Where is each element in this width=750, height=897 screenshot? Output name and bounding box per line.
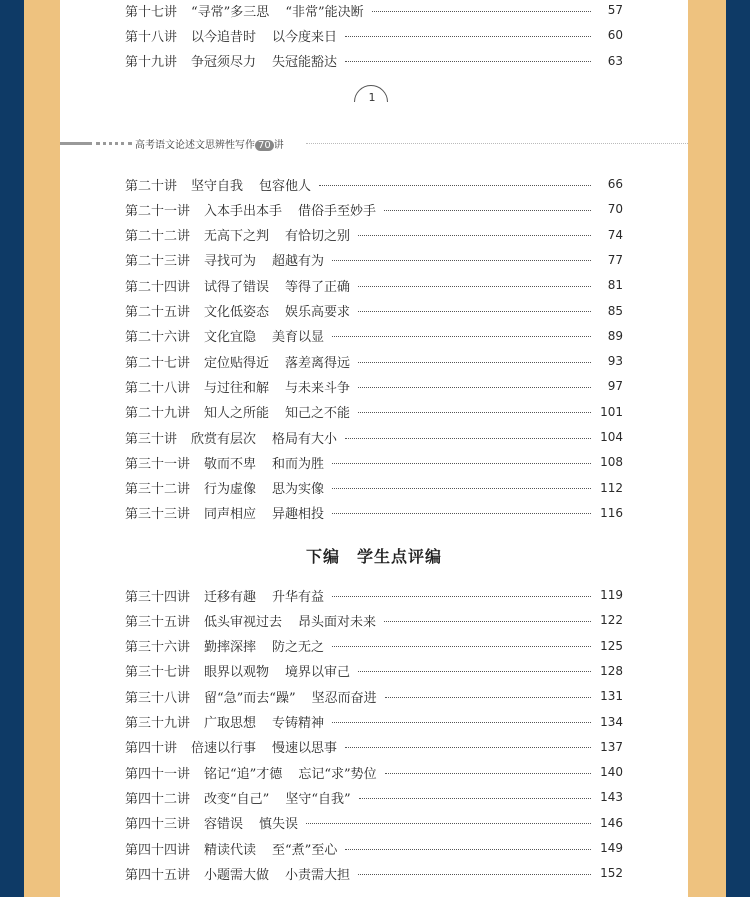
header-bar bbox=[60, 142, 92, 145]
page-ref: 93 bbox=[607, 354, 623, 369]
toc-entry bbox=[125, 376, 623, 396]
entry-title-part1: 文化低姿态 bbox=[204, 305, 270, 320]
running-header bbox=[60, 136, 688, 152]
leader-dots bbox=[358, 671, 591, 672]
page-number-mark bbox=[354, 85, 390, 107]
header-title-suffix: 讲 bbox=[273, 140, 284, 151]
leader-dots bbox=[345, 438, 591, 439]
leader-dots bbox=[332, 596, 591, 597]
leader-dots bbox=[332, 260, 591, 261]
page-ref: 140 bbox=[600, 765, 623, 780]
page-ref: 143 bbox=[600, 790, 623, 805]
entry-title-part2: 慎失误 bbox=[259, 817, 299, 833]
toc-entry bbox=[125, 402, 623, 422]
entry-title-part1: 小题需大做 bbox=[204, 867, 270, 883]
entry-title-part2: 超越有为 bbox=[272, 254, 325, 270]
lecture-number: 第四十四讲 bbox=[125, 842, 191, 858]
lecture-number: 第四十一讲 bbox=[125, 766, 191, 782]
page-ref: 60 bbox=[607, 28, 623, 43]
entry-title-part2: 至“煮”至心 bbox=[272, 842, 338, 858]
entry-title-part2: 包容他人 bbox=[259, 178, 312, 194]
entry-title-part2: 异趣相投 bbox=[272, 507, 325, 523]
entry-title-part1: 精读代读 bbox=[204, 842, 257, 858]
toc-entry bbox=[125, 478, 623, 498]
lecture-number: 第四十讲 bbox=[125, 741, 178, 757]
entry-title-part1: 文化宜隐 bbox=[204, 330, 257, 346]
entry-title-part1: 定位贴得近 bbox=[204, 355, 270, 371]
entry-title-part1: 倍速以行事 bbox=[191, 741, 257, 757]
lecture-number: 第三十三讲 bbox=[125, 507, 191, 523]
entry-title-part1: 寻找可为 bbox=[204, 254, 257, 270]
book-page bbox=[60, 0, 688, 897]
page-ref: 63 bbox=[607, 53, 623, 68]
page-number: 1 bbox=[368, 91, 376, 104]
leader-dots bbox=[372, 11, 591, 12]
entry-title-part2: 娱乐高要求 bbox=[285, 305, 351, 320]
lecture-number: 第四十二讲 bbox=[125, 791, 191, 807]
entry-title-part1: “寻常”多三思 bbox=[191, 4, 270, 20]
entry-title-part1: 欣赏有层次 bbox=[191, 431, 257, 447]
entry-title-part2: 借俗手至妙手 bbox=[298, 203, 377, 219]
leader-dots bbox=[345, 747, 591, 748]
page-ref: 104 bbox=[600, 430, 623, 444]
leader-dots bbox=[345, 849, 591, 850]
lecture-number: 第三十二讲 bbox=[125, 482, 191, 498]
lecture-number: 第三十讲 bbox=[125, 431, 178, 447]
header-leader-dots bbox=[96, 142, 132, 145]
page-ref: 97 bbox=[607, 379, 623, 394]
leader-dots bbox=[358, 874, 591, 875]
lecture-number: 第三十五讲 bbox=[125, 614, 191, 630]
entry-title-part2: 有恰切之别 bbox=[285, 229, 351, 245]
entry-title-part1: 知人之所能 bbox=[204, 406, 270, 422]
entry-title-part1: 与过往和解 bbox=[204, 380, 270, 396]
lecture-number: 第三十七讲 bbox=[125, 665, 191, 681]
page-ref: 125 bbox=[600, 638, 623, 653]
toc-entry bbox=[125, 326, 623, 346]
entry-title-part2: 格局有大小 bbox=[272, 431, 338, 447]
entry-title-part1: 铭记“追”才德 bbox=[204, 766, 283, 782]
entry-title-part2: 以今度来日 bbox=[272, 29, 338, 45]
toc-entry bbox=[125, 787, 623, 807]
entry-title-part2: 忘记“求”势位 bbox=[298, 766, 377, 782]
entry-title-part1: 眼界以观物 bbox=[204, 665, 270, 681]
toc-entry bbox=[125, 863, 623, 883]
toc-entry bbox=[125, 174, 623, 194]
entry-title-part2: 等得了正确 bbox=[285, 279, 351, 295]
entry-title-part2: “非常”能决断 bbox=[285, 4, 364, 20]
toc-entry bbox=[125, 351, 623, 371]
lecture-number: 第四十五讲 bbox=[125, 867, 191, 883]
entry-title-part1: 改变“自己” bbox=[204, 791, 270, 807]
toc-entry bbox=[125, 737, 623, 757]
leader-dots bbox=[358, 387, 591, 388]
page-ref: 134 bbox=[600, 714, 623, 729]
entry-title-part2: 落差离得远 bbox=[285, 355, 351, 371]
page-ref: 101 bbox=[600, 404, 623, 419]
entry-title-part2: 坚忍而奋进 bbox=[311, 690, 377, 706]
toc-entry bbox=[125, 199, 623, 219]
entry-title-part2: 小责需大担 bbox=[285, 867, 351, 883]
leader-dots bbox=[384, 621, 591, 622]
entry-title-part2: 升华有益 bbox=[272, 589, 325, 605]
entry-title-part1: 同声相应 bbox=[204, 507, 257, 523]
entry-title-part2: 失冠能豁达 bbox=[272, 55, 338, 71]
lecture-number: 第二十一讲 bbox=[125, 203, 191, 219]
leader-dots bbox=[332, 513, 591, 514]
page-ref: 122 bbox=[600, 613, 623, 628]
toc-entry bbox=[125, 661, 623, 681]
toc-entry bbox=[125, 838, 623, 858]
page-ref: 152 bbox=[600, 866, 623, 881]
toc-entry bbox=[125, 427, 623, 447]
page-ref: 89 bbox=[607, 328, 623, 343]
right-border-band bbox=[688, 0, 726, 897]
page-ref: 81 bbox=[607, 278, 623, 293]
lecture-number: 第二十六讲 bbox=[125, 330, 191, 346]
entry-title-part2: 境界以审己 bbox=[285, 665, 351, 681]
entry-title-part2: 知己之不能 bbox=[285, 406, 351, 422]
lecture-number: 第二十八讲 bbox=[125, 380, 191, 396]
entry-title-part1: 广取思想 bbox=[204, 716, 257, 731]
leader-dots bbox=[306, 823, 591, 824]
toc-entry bbox=[125, 610, 623, 630]
toc-entry bbox=[125, 686, 623, 706]
lecture-number: 第十七讲 bbox=[125, 4, 178, 20]
lecture-number: 第三十四讲 bbox=[125, 589, 191, 605]
toc-entry bbox=[125, 275, 623, 295]
toc-entry bbox=[125, 813, 623, 833]
toc-entry bbox=[125, 250, 623, 270]
entry-title-part1: 以今追昔时 bbox=[191, 29, 257, 45]
toc-entry bbox=[125, 225, 623, 245]
page-ref: 149 bbox=[600, 841, 623, 855]
leader-dots bbox=[358, 362, 591, 363]
entry-title-part1: 勤摔深摔 bbox=[204, 640, 257, 656]
header-trailing-dots bbox=[306, 143, 688, 144]
section-title: 下编 学生点评编 bbox=[305, 547, 442, 566]
entry-title-part1: 迁移有趣 bbox=[204, 589, 257, 605]
toc-entry bbox=[125, 51, 623, 71]
page-ref: 112 bbox=[600, 480, 623, 495]
toc-entry bbox=[125, 585, 623, 605]
lecture-number: 第十九讲 bbox=[125, 55, 178, 71]
leader-dots bbox=[385, 773, 591, 774]
header-title-badge: 70 bbox=[255, 140, 274, 151]
page-ref: 116 bbox=[600, 505, 623, 520]
page-ref: 137 bbox=[600, 739, 623, 754]
toc-entry bbox=[125, 762, 623, 782]
page-ref: 77 bbox=[607, 252, 623, 267]
entry-title-part1: 试得了错误 bbox=[204, 279, 270, 295]
header-title-prefix: 高考语文论述文思辨性写作 bbox=[135, 140, 255, 151]
entry-title-part1: 容错误 bbox=[204, 817, 244, 833]
leader-dots bbox=[358, 412, 591, 413]
page-ref: 57 bbox=[607, 3, 623, 17]
entry-title-part2: 美育以显 bbox=[272, 330, 325, 346]
entry-title-part1: 行为虚像 bbox=[204, 482, 257, 498]
entry-title-part2: 慢速以思事 bbox=[272, 741, 338, 757]
leader-dots bbox=[385, 697, 591, 698]
lecture-number: 第二十五讲 bbox=[125, 305, 191, 320]
leader-dots bbox=[345, 36, 591, 37]
leader-dots bbox=[345, 61, 591, 62]
leader-dots bbox=[332, 463, 591, 464]
page-ref: 131 bbox=[600, 689, 623, 704]
entry-title-part1: 争冠须尽力 bbox=[191, 55, 257, 71]
page-ref: 70 bbox=[607, 202, 623, 217]
entry-title-part2: 坚守“自我” bbox=[285, 791, 351, 807]
lecture-number: 第二十二讲 bbox=[125, 229, 191, 245]
leader-dots bbox=[332, 646, 591, 647]
lecture-number: 第三十九讲 bbox=[125, 716, 191, 731]
lecture-number: 第二十七讲 bbox=[125, 355, 191, 371]
entry-title-part1: 入本手出本手 bbox=[204, 203, 283, 219]
leader-dots bbox=[332, 336, 591, 337]
page-ref: 108 bbox=[600, 455, 623, 470]
leader-dots bbox=[358, 286, 591, 287]
lecture-number: 第二十四讲 bbox=[125, 279, 191, 295]
toc-entry bbox=[125, 0, 623, 20]
page-ref: 66 bbox=[607, 177, 623, 191]
header-title bbox=[135, 136, 284, 151]
page-ref: 74 bbox=[607, 227, 623, 242]
page-ref: 119 bbox=[600, 588, 623, 602]
leader-dots bbox=[359, 798, 591, 799]
toc-entry bbox=[125, 636, 623, 656]
leader-dots bbox=[332, 722, 591, 723]
entry-title-part2: 思为实像 bbox=[272, 482, 325, 498]
lecture-number: 第四十三讲 bbox=[125, 817, 191, 833]
lecture-number: 第三十八讲 bbox=[125, 690, 191, 706]
lecture-number: 第二十讲 bbox=[125, 178, 178, 194]
entry-title-part2: 昂头面对未来 bbox=[298, 614, 377, 630]
leader-dots bbox=[358, 235, 591, 236]
entry-title-part2: 和而为胜 bbox=[272, 456, 325, 472]
page-ref: 146 bbox=[600, 815, 623, 830]
entry-title-part2: 防之无之 bbox=[272, 640, 325, 656]
lecture-number: 第三十六讲 bbox=[125, 640, 191, 656]
lecture-number: 第二十三讲 bbox=[125, 254, 191, 270]
left-border-band bbox=[24, 0, 60, 897]
entry-title-part2: 与未来斗争 bbox=[285, 380, 351, 396]
page-ref: 128 bbox=[600, 663, 623, 678]
leader-dots bbox=[384, 210, 591, 211]
entry-title-part1: 坚守自我 bbox=[191, 178, 244, 194]
entry-title-part1: 低头审视过去 bbox=[204, 614, 283, 630]
entry-title-part1: 敬而不卑 bbox=[204, 456, 257, 472]
leader-dots bbox=[358, 311, 591, 312]
lecture-number: 第三十一讲 bbox=[125, 456, 191, 472]
toc-entry bbox=[125, 301, 623, 321]
toc-entry bbox=[125, 452, 623, 472]
entry-title-part1: 留“急”而去“躁” bbox=[204, 690, 296, 706]
page-ref: 85 bbox=[607, 303, 623, 318]
toc-entry bbox=[125, 25, 623, 45]
entry-title-part2: 专铸精神 bbox=[272, 716, 325, 731]
lecture-number: 第二十九讲 bbox=[125, 406, 191, 422]
toc-entry bbox=[125, 503, 623, 523]
lecture-number: 第十八讲 bbox=[125, 29, 178, 45]
entry-title-part1: 无高下之判 bbox=[204, 229, 270, 245]
toc-entry bbox=[125, 712, 623, 732]
leader-dots bbox=[332, 488, 591, 489]
leader-dots bbox=[319, 185, 591, 186]
